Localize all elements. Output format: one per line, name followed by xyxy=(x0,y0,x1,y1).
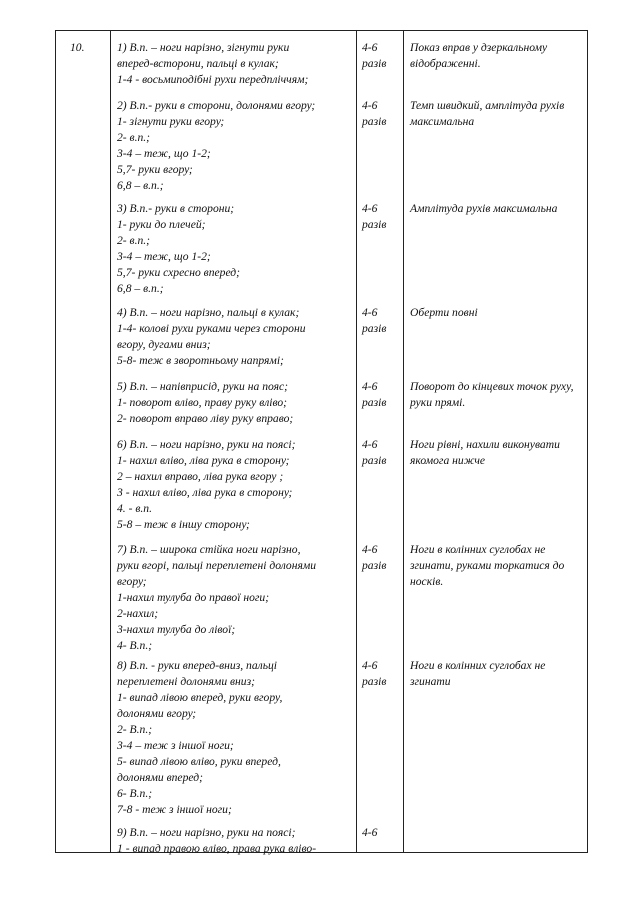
exercise-line: 5- випад лівою вліво, руки вперед, xyxy=(117,755,281,768)
dosage-text: 4-6 xyxy=(362,543,378,556)
exercise-line: 6,8 – в.п.; xyxy=(117,282,164,295)
exercise-line: 8) В.п. - руки вперед-вниз, пальці xyxy=(117,659,277,672)
exercise-line: долонями вгору; xyxy=(117,707,197,720)
dosage-text: 4-6 xyxy=(362,41,378,54)
column-divider-3 xyxy=(403,30,404,853)
exercise-line: 3-4 – теж, що 1-2; xyxy=(117,147,211,160)
exercise-line: 2- в.п.; xyxy=(117,234,151,247)
guideline-text: відображенні. xyxy=(410,57,481,70)
dosage-text: 4-6 xyxy=(362,202,378,215)
exercise-line: 2-нахил; xyxy=(117,607,159,620)
exercise-line: 1-4- колові рухи руками через сторони xyxy=(117,322,306,335)
guideline-text: максимальна xyxy=(410,115,475,128)
exercise-line: 2- В.п.; xyxy=(117,723,153,736)
exercise-line: 2- поворот вправо ліву руку вправо; xyxy=(117,412,294,425)
guideline-text: Показ вправ у дзеркальному xyxy=(410,41,548,54)
guideline-text: руки прямі. xyxy=(410,396,466,409)
exercise-line: 9) В.п. – ноги нарізно, руки на поясі; xyxy=(117,826,296,839)
table-border-right xyxy=(587,30,588,853)
column-divider-2 xyxy=(356,30,357,853)
exercise-line: переплетені долонями вниз; xyxy=(117,675,255,688)
table-top-border xyxy=(55,30,588,31)
exercise-line: 3-4 – теж, що 1-2; xyxy=(117,250,211,263)
table-border-left xyxy=(55,30,56,853)
exercise-line: 1- нахил вліво, ліва рука в сторону; xyxy=(117,454,290,467)
row-number: 10. xyxy=(70,41,85,54)
exercise-line: 6,8 – в.п.; xyxy=(117,179,164,192)
exercise-line: 5,7- руки схресно вперед; xyxy=(117,266,241,279)
exercise-line: 1- зігнути руки вгору; xyxy=(117,115,225,128)
exercise-line: 6- В.п.; xyxy=(117,787,153,800)
dosage-text: разів xyxy=(362,57,387,70)
exercise-line: 1-4 - восьмиподібні рухи передпліччям; xyxy=(117,73,309,86)
exercise-line: 5,7- руки вгору; xyxy=(117,163,193,176)
guideline-text: Оберти повні xyxy=(410,306,478,319)
exercise-line: 5-8 – теж в іншу сторону; xyxy=(117,518,250,531)
exercise-line: 2) В.п.- руки в сторони, долонями вгору; xyxy=(117,99,316,112)
dosage-text: разів xyxy=(362,396,387,409)
guideline-text: Ноги рівні, нахили виконувати xyxy=(410,438,560,451)
guideline-text: носків. xyxy=(410,575,444,588)
dosage-text: 4-6 xyxy=(362,826,378,839)
guideline-text: Ноги в колінних суглобах не xyxy=(410,659,546,672)
dosage-text: разів xyxy=(362,454,387,467)
dosage-text: 4-6 xyxy=(362,659,378,672)
dosage-text: 4-6 xyxy=(362,380,378,393)
exercise-line: 5-8- теж в зворотньому напрямі; xyxy=(117,354,284,367)
exercise-line: 4) В.п. – ноги нарізно, пальці в кулак; xyxy=(117,306,300,319)
guideline-text: Амплітуда рухів максимальна xyxy=(410,202,558,215)
dosage-text: разів xyxy=(362,559,387,572)
exercise-line: вперед-всторони, пальці в кулак; xyxy=(117,57,279,70)
exercise-line: 4- В.п.; xyxy=(117,639,153,652)
dosage-text: 4-6 xyxy=(362,438,378,451)
exercise-line: долонями вперед; xyxy=(117,771,203,784)
exercise-line: 2 – нахил вправо, ліва рука вгору ; xyxy=(117,470,284,483)
column-divider-1 xyxy=(110,30,111,853)
exercise-line: 5) В.п. – напівприсід, руки на пояс; xyxy=(117,380,289,393)
exercise-line: 3) В.п.- руки в сторони; xyxy=(117,202,235,215)
guideline-text: Ноги в колінних суглобах не xyxy=(410,543,546,556)
exercise-line: 2- в.п.; xyxy=(117,131,151,144)
exercise-line: 3-4 – теж з іншої ноги; xyxy=(117,739,234,752)
exercise-line: 6) В.п. – ноги нарізно, руки на поясі; xyxy=(117,438,296,451)
exercise-line: 3-нахил тулуба до лівої; xyxy=(117,623,236,636)
exercise-line: 1- руки до плечей; xyxy=(117,218,206,231)
guideline-text: Темп швидкий, амплітуда рухів xyxy=(410,99,565,112)
guideline-text: згинати, руками торкатися до xyxy=(410,559,565,572)
exercise-line: 1) В.п. – ноги нарізно, зігнути руки xyxy=(117,41,290,54)
exercise-line: 1- випад лівою вперед, руки вгору, xyxy=(117,691,283,704)
dosage-text: 4-6 xyxy=(362,306,378,319)
exercise-line: 1 - випад правою вліво, права рука вліво- xyxy=(117,842,317,855)
guideline-text: якомога нижче xyxy=(410,454,485,467)
exercise-line: 1-нахил тулуба до правої ноги; xyxy=(117,591,270,604)
exercise-line: руки вгорі, пальці переплетені долонями xyxy=(117,559,317,572)
dosage-text: разів xyxy=(362,218,387,231)
exercise-line: 7-8 - теж з іншої ноги; xyxy=(117,803,232,816)
dosage-text: разів xyxy=(362,675,387,688)
exercise-line: вгору; xyxy=(117,575,147,588)
exercise-line: 1- поворот вліво, праву руку вліво; xyxy=(117,396,288,409)
dosage-text: 4-6 xyxy=(362,99,378,112)
exercise-line: 3 - нахил вліво, ліва рука в сторону; xyxy=(117,486,293,499)
exercise-line: вгору, дугами вниз; xyxy=(117,338,211,351)
dosage-text: разів xyxy=(362,322,387,335)
guideline-text: Поворот до кінцевих точок руху, xyxy=(410,380,574,393)
dosage-text: разів xyxy=(362,115,387,128)
exercise-line: 7) В.п. – широка стійка ноги нарізно, xyxy=(117,543,301,556)
exercise-line: 4. - в.п. xyxy=(117,502,152,515)
guideline-text: згинати xyxy=(410,675,451,688)
